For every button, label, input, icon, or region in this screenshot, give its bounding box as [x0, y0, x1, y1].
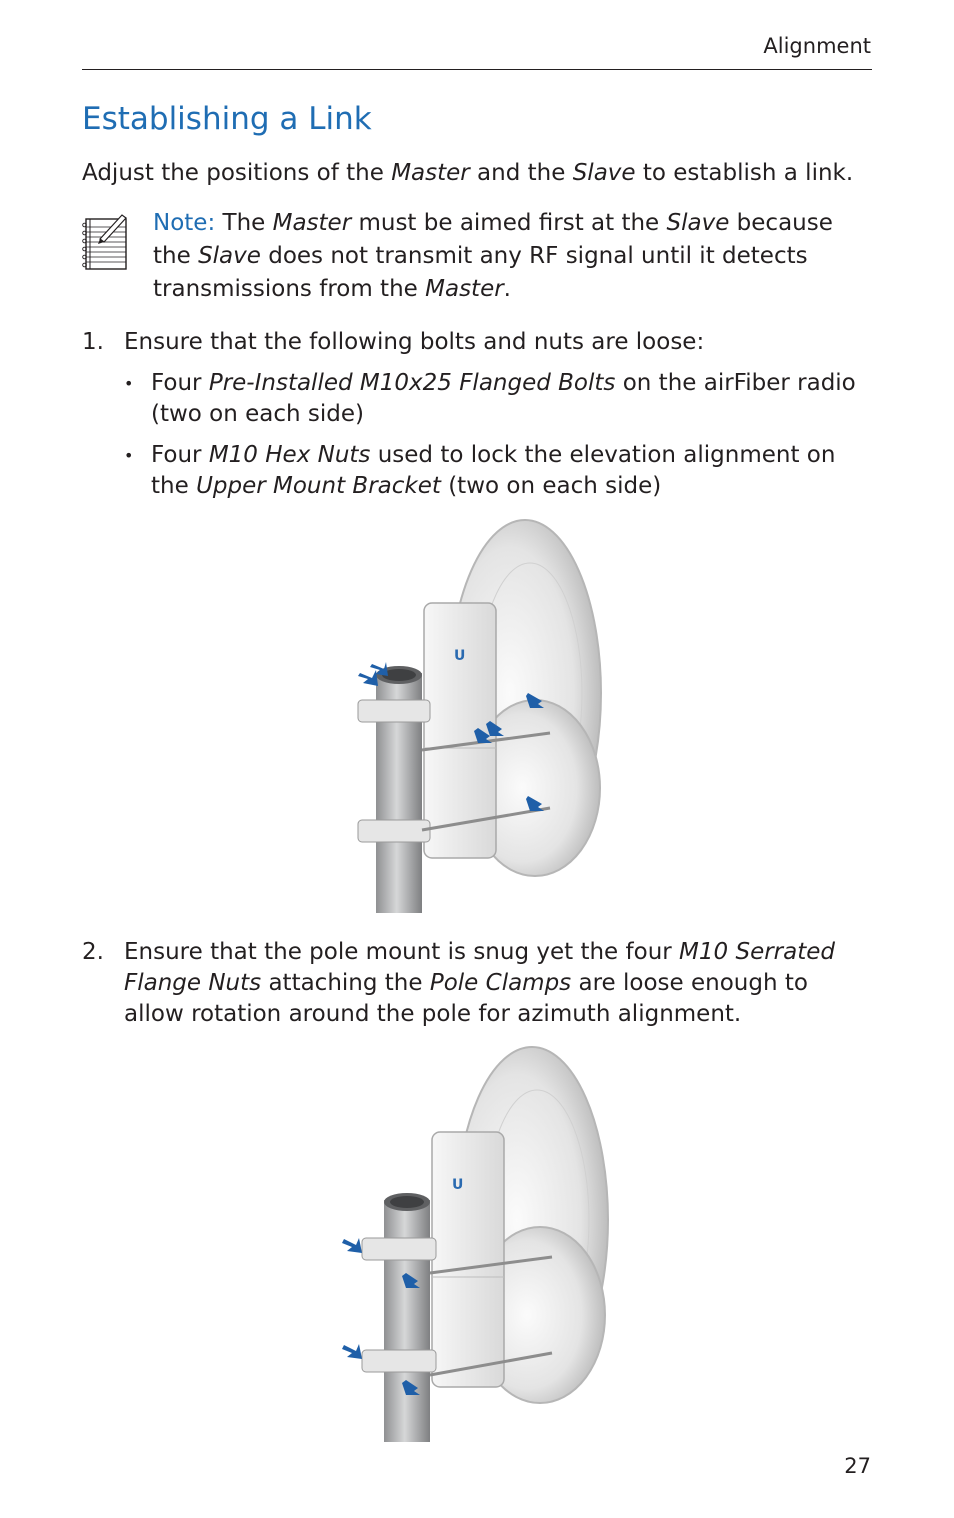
page-number: 27	[844, 1454, 871, 1478]
bullet-marker: •	[124, 374, 134, 393]
figure-loose-bolts-illustration	[350, 518, 610, 913]
header-section-label: Alignment	[763, 34, 871, 58]
bullet-marker: •	[124, 446, 134, 465]
step-number: 2.	[82, 939, 104, 965]
header-rule	[82, 69, 872, 70]
section-title: Establishing a Link	[82, 101, 372, 137]
note-label: Note:	[153, 210, 216, 236]
step-2	[82, 937, 862, 1030]
notepad-icon	[82, 213, 128, 271]
figure-pole-clamp-illustration	[340, 1045, 610, 1442]
step-number: 1.	[82, 329, 104, 355]
step-1	[82, 327, 862, 358]
note-paragraph: Note: The Master must be aimed first at the Slave because the Slave does not transmit any RF signal until it detects transmissions from the Master.	[153, 210, 833, 302]
svg-text:U: U	[452, 1177, 464, 1193]
step-text: Ensure that the pole mount is snug yet the four M10 Serrated Flange Nuts attaching the Pole Clamps are loose enough to allow rotation around the pole for azimuth alignment.	[124, 939, 835, 1027]
bullet-item: • Four Pre-Installed M10x25 Flanged Bolts on the airFiber radio (two on each side)	[124, 370, 856, 427]
bullet-item: • Four M10 Hex Nuts used to lock the elevation alignment on the Upper Mount Bracket (two on each side)	[124, 442, 836, 499]
svg-text:U: U	[454, 648, 466, 664]
step-text: Ensure that the following bolts and nuts are loose:	[124, 329, 705, 355]
intro-paragraph: Adjust the positions of the Master and the Slave to establish a link.	[82, 160, 854, 186]
